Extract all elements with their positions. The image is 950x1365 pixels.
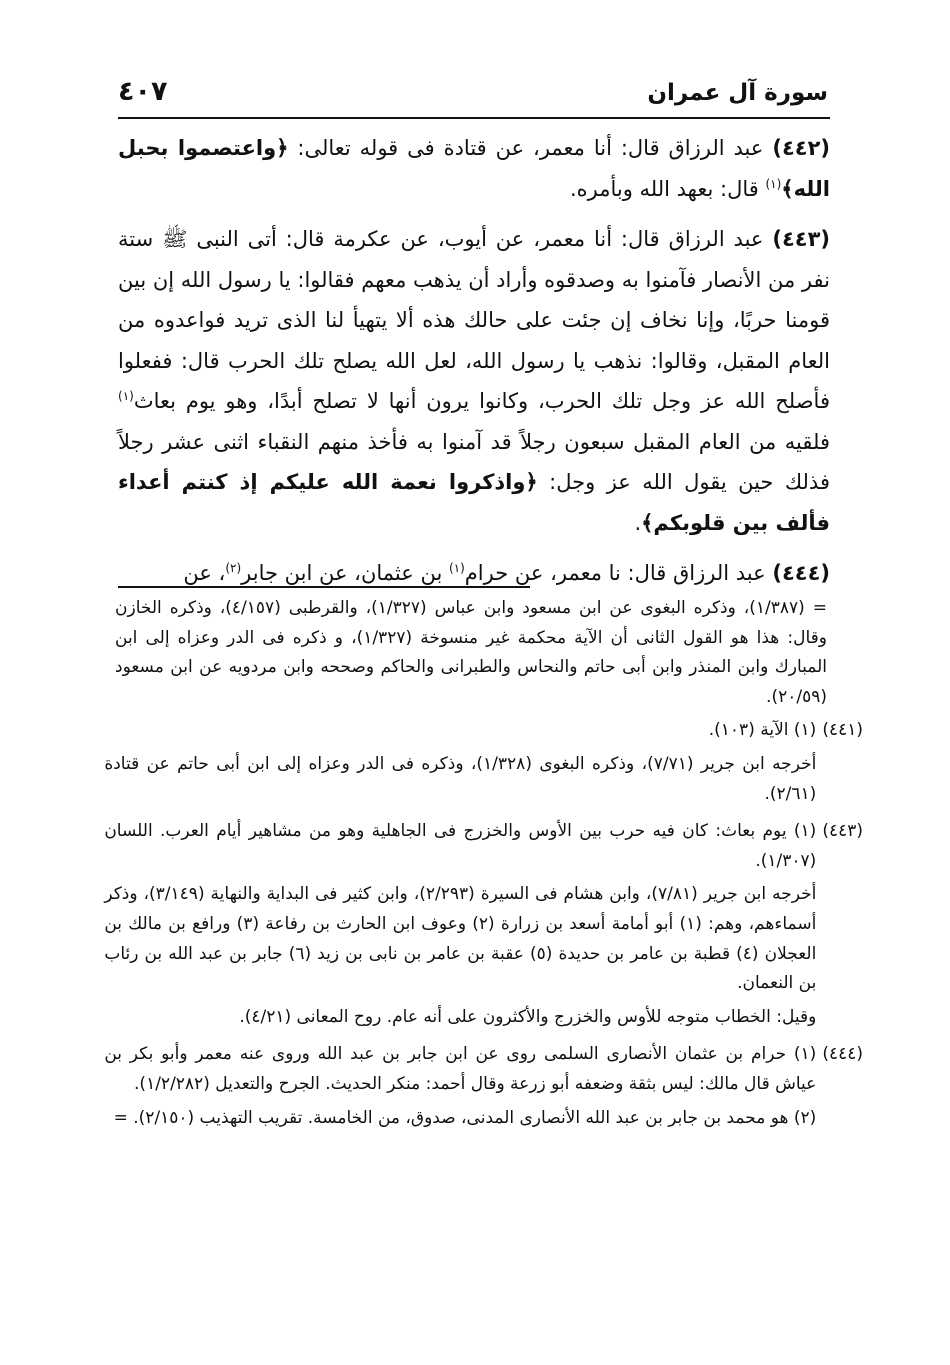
footnote-text: وقيل: الخطاب متوجه للأوس والخزرج والأكثرون على أنه عام. روح المعانى (٤/٢١). (239, 1006, 817, 1027)
footnote-ref: (٢) (225, 561, 242, 575)
footnote-text: أخرجه ابن جرير (٧/٨١)، وابن هشام فى السيرة (٢/٢٩٣)، وابن كثير فى البداية والنهاية (٣/١٤٩)، وذكر أسماءهم، وهم: (١) أبو أمامة أسعد بن زرارة (٢) وعوف ابن الحارث بن رفاعة (٣) ورافع بن مالك بن العجلان (٤) قطبة بن عامر بن حديدة (٥) عقبة بن عامر بن نابى بن زيد (٦) جابر بن عبد الله بن رئاب بن النعمان. (104, 884, 817, 994)
footnote-text: أخرجه ابن جرير (٧/٧١)، وذكره البغوى (١/٣٢٨)، وذكره فى الدر وعزاه إلى ابن أبى حاتم عن قتادة (٢/٦١). (104, 753, 817, 804)
hadith-443 (118, 219, 830, 543)
footnote-text: (١) يوم بعاث: كان فيه حرب بين الأوس والخزرج فى الجاهلية وهو من مشاهير أيام العرب. اللسان (١/٣٠٧). (104, 821, 817, 871)
header-rule (118, 117, 830, 119)
footnote-rule (118, 586, 530, 588)
main-text (118, 128, 830, 594)
hadith-text: فلقيه من العام المقبل سبعون رجلاً قد آمنوا به فأخذ منهم النقباء اثنى عشر رجلاً فذلك حين يقول الله عز وجل: (118, 429, 830, 494)
hadith-text: قال: بعهد الله وبأمره. (569, 176, 766, 201)
footnote-text: (٢) هو محمد بن جابر بن عبد الله الأنصارى المدنى، صدوق، من الخامسة. تقريب التهذيب (٢/١٥٠). = (113, 1107, 817, 1128)
page-header (118, 74, 828, 114)
footnote-number: (٤٤٤) (822, 1044, 863, 1065)
quran-quote: ﴿واعتصموا بحبل الله﴾ (118, 136, 830, 201)
footnote-441 (104, 716, 863, 813)
footnote-443 (104, 817, 863, 1036)
footnote-text: (١) حرام بن عثمان الأنصارى السلمى روى عن ابن جابر بن عبد الله وروى عنه معمر وأبو بكر بن عياش قال مالك: ليس بثقة وضعفه أبو زرعة وقال أحمد: منكر الحديث. الجرح والتعديل (١/٢/٢٨٢). (104, 1044, 817, 1094)
footnote-444 (104, 1040, 863, 1137)
hadith-text: ، عن (183, 561, 226, 585)
footnote-ref: (١) (118, 389, 134, 403)
footnote-number: (٤٤٣) (822, 821, 863, 842)
hadith-text: عبد الرزاق قال: أنا معمر، عن قتادة فى قوله تعالى: (288, 136, 773, 160)
hadith-number: (٤٤٤) (772, 561, 830, 585)
hadith-text: عبد الرزاق قال: نا معمر، عن حرام (464, 561, 773, 585)
surah-title: سورة آل عمران (647, 80, 828, 106)
hadith-number: (٤٤٣) (772, 227, 830, 251)
page-number: ٤٠٧ (118, 76, 168, 107)
footnote-ref: (١) (765, 176, 782, 191)
hadith-number: (٤٤٢) (772, 136, 830, 160)
hadith-442 (118, 128, 830, 209)
hadith-text: . (634, 510, 642, 535)
footnote-ref: (١) (448, 561, 465, 575)
footnotes (104, 594, 863, 1137)
hadith-text: عبد الرزاق قال: أنا معمر، عن أيوب، عن عكرمة قال: أتى النبى ﷺ ستة نفر من الأنصار فآمنوا به وصدقوه وأراد أن يذهب معهم فقالوا: يا رسول الله إن بين قومنا حربًا، وإنا نخاف إن جئت على حالك هذه ألا يتهيأ لنا الذى تريد فواعدوه من العام المقبل، وقالوا: نذهب يا رسول الله، لعل الله يصلح تلك الحرب قال: ففعلوا فأصلح الله عز وجل تلك الحرب، وكانوا يرون أنها لا تصلح أبدًا، وهو يوم بعاث (118, 227, 830, 413)
hadith-text: بن عثمان، عن ابن جابر (241, 561, 449, 585)
footnote-text: (١) الآية (١٠٣). (708, 720, 817, 741)
footnote-continuation: = (١/٣٨٧)، وذكره البغوى عن ابن مسعود وابن عباس (١/٣٢٧)، والقرطبى (٤/١٥٧)، وذكره الخازن وقال: هذا هو القول الثانى أن الآية محكمة غير منسوخة (١/٣٢٧)، و ذكره فى الدر وعزاه إلى ابن المبارك وابن المنذر وابن أبى حاتم والنحاس والطبرانى والحاكم وصححه وابن مردويه عن ابن مسعود (٢٠/٥٩). (115, 598, 827, 707)
quran-quote: ﴿واذكروا نعمة الله عليكم إذ كنتم أعداء فألف بين قلوبكم﴾ (118, 470, 830, 535)
footnote-number: (٤٤١) (822, 720, 863, 741)
